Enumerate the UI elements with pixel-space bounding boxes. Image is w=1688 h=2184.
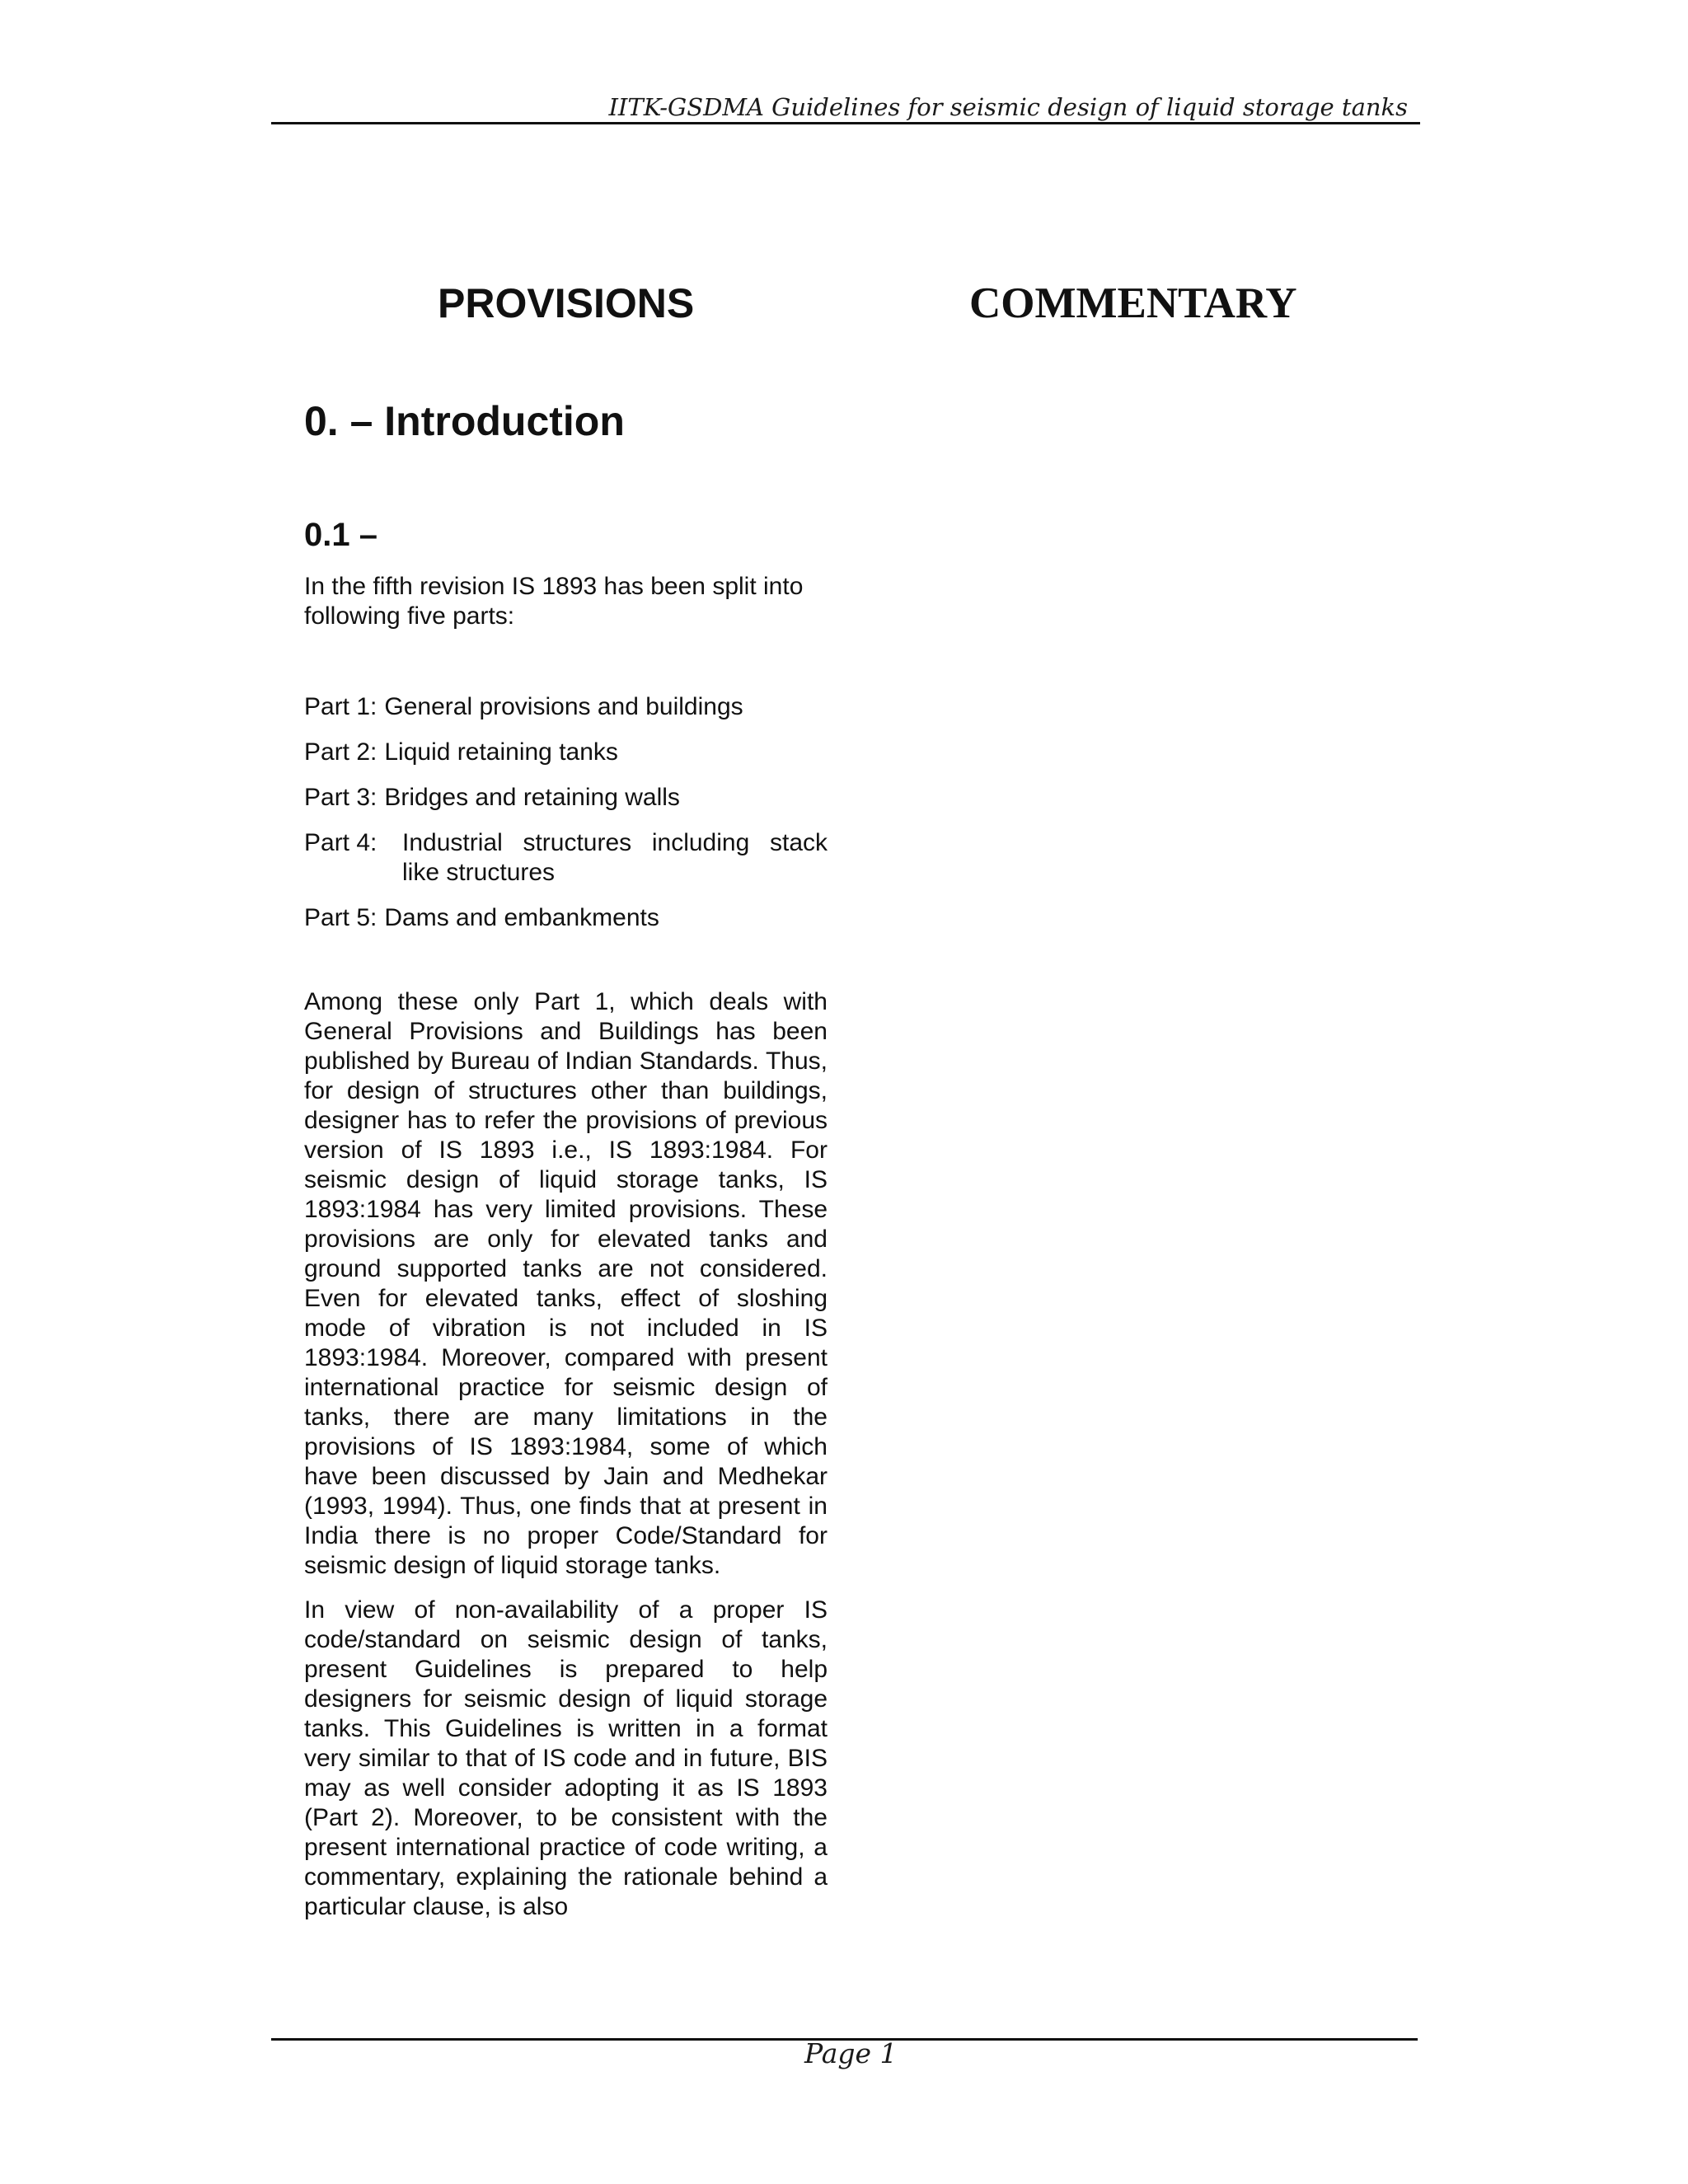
part-text: Dams and embankments bbox=[384, 904, 659, 931]
part-label: Part 3: bbox=[304, 784, 377, 811]
commentary-column-heading: COMMENTARY bbox=[969, 279, 1297, 327]
header-rule bbox=[271, 122, 1420, 124]
section-heading: 0. – Introduction bbox=[304, 398, 625, 444]
part-text: Bridges and retaining walls bbox=[384, 784, 680, 811]
part-text: General provisions and buildings bbox=[384, 693, 743, 720]
intro-paragraph: In the fifth revision IS 1893 has been split into following five parts: bbox=[304, 573, 804, 630]
part-label: Part 5: bbox=[304, 904, 377, 931]
part-label: Part 1: bbox=[304, 693, 377, 720]
part-label: Part 2: bbox=[304, 738, 377, 766]
provisions-column-heading: PROVISIONS bbox=[438, 280, 695, 326]
page-number: Page 1 bbox=[804, 2037, 898, 2069]
list-item bbox=[304, 738, 828, 767]
part-label: Part 4: bbox=[304, 829, 377, 856]
list-item bbox=[304, 783, 828, 813]
list-item bbox=[304, 828, 828, 888]
parts-list bbox=[304, 692, 828, 933]
list-item bbox=[304, 903, 828, 933]
provisions-body bbox=[304, 572, 828, 1922]
part-text: Industrial structures including stack like structures bbox=[402, 829, 828, 886]
paragraph-in-view: In view of non-availability of a proper IS code/standard on seismic design of tanks, present Guidelines is prepared to help designers for seismic design of liquid storage tanks. This Guidelines is written in a format very similar to that of IS code and in future, BIS may as well consider adopting it as IS 1893 (Part 2). Moreover, to be consistent with the present international practice of code writing, a commentary, explaining the rationale behind a particular clause, is also bbox=[304, 1596, 828, 1920]
part-text: Liquid retaining tanks bbox=[384, 738, 618, 766]
clause-heading: 0.1 – bbox=[304, 517, 377, 553]
list-item bbox=[304, 692, 828, 722]
running-header-title: IITK-GSDMA Guidelines for seismic design of liquid storage tanks bbox=[608, 93, 1408, 121]
paragraph-among-these: Among these only Part 1, which deals with General Provisions and Buildings has been published by Bureau of Indian Standards. Thus, for design of structures other than buildings, designer has to refer the provisions of previous version of IS 1893 i.e., IS 1893:1984. For seismic design of liquid storage tanks, IS 1893:1984 has very limited provisions. These provisions are only for elevated tanks and ground supported tanks are not considered. Even for elevated tanks, effect of sloshing mode of vibration is not included in IS 1893:1984. Moreover, compared with present international practice for seismic design of tanks, there are many limitations in the provisions of IS 1893:1984, some of which have been discussed by Jain and Medhekar (1993, 1994). Thus, one finds that at present in India there is no proper Code/Standard for seismic design of liquid storage tanks. bbox=[304, 988, 828, 1579]
